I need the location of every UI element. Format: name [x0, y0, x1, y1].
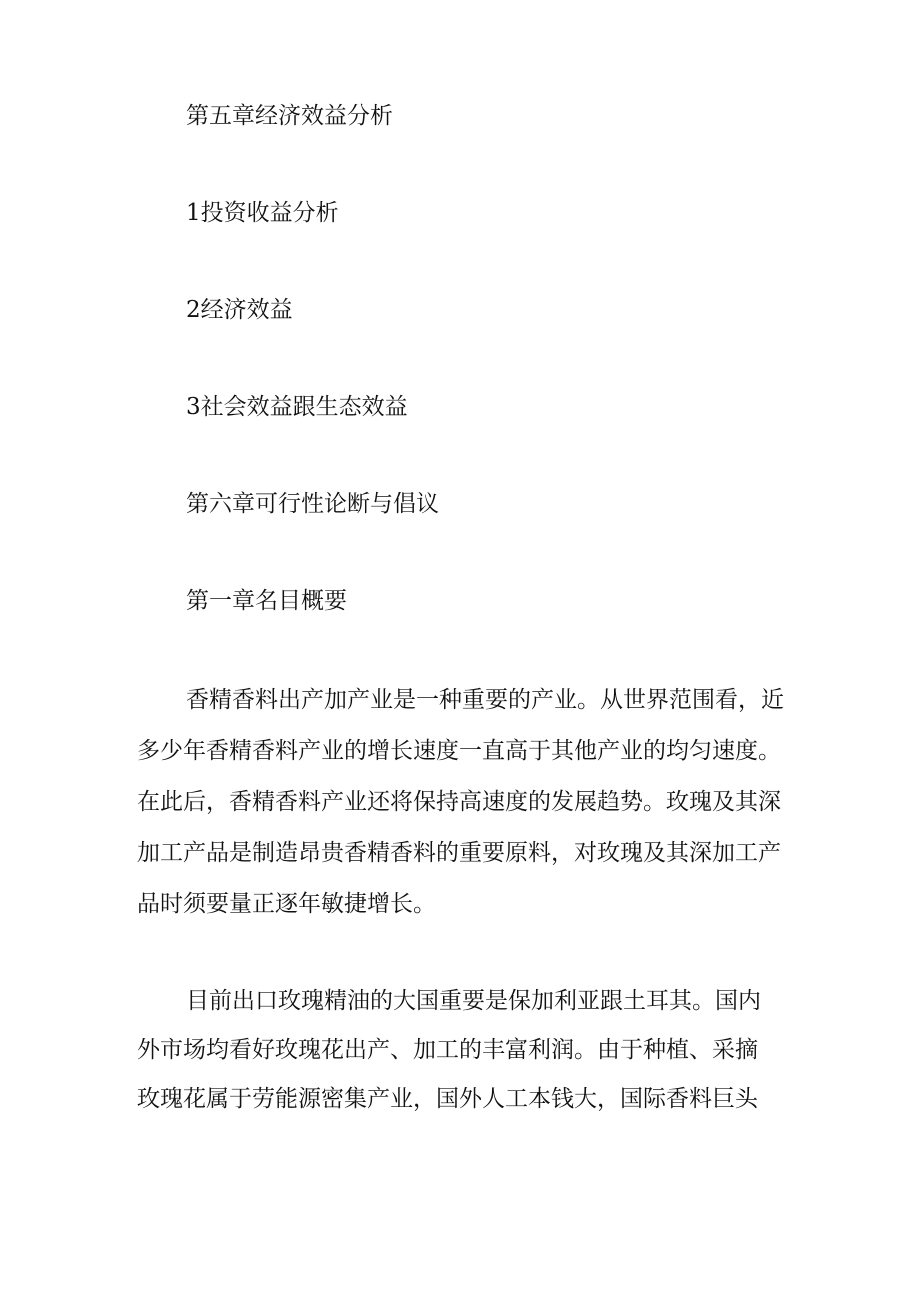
paragraph-line: 目前出口玫瑰精油的大国重要是保加利亚跟土耳其。国内 [186, 988, 761, 1014]
toc-item-chapter-6: 第六章可行性论断与倡议 [186, 491, 439, 517]
paragraph-line: 香精香料出产加产业是一种重要的产业。从世界范围看，近 [186, 687, 784, 713]
paragraph-line: 品时须要量正逐年敏捷增长。 [137, 891, 436, 917]
toc-item-chapter-5: 第五章经济效益分析 [186, 103, 393, 129]
paragraph-line: 外市场均看好玫瑰花出产、加工的丰富利润。由于种植、采摘 [137, 1037, 758, 1063]
chapter-title: 第一章名目概要 [186, 588, 347, 614]
paragraph-line: 在此后，香精香料产业还将保持高速度的发展趋势。玫瑰及其深 [137, 789, 781, 815]
paragraph-line: 玫瑰花属于劳能源密集产业，国外人工本钱大，国际香料巨头 [137, 1086, 758, 1112]
paragraph-line: 多少年香精香料产业的增长速度一直高于其他产业的均匀速度。 [137, 738, 781, 764]
toc-item-section-3: 3社会效益跟生态效益 [186, 394, 408, 420]
paragraph-line: 加工产品是制造昂贵香精香料的重要原料，对玫瑰及其深加工产 [137, 840, 781, 866]
toc-item-section-2: 2经济效益 [186, 297, 293, 323]
toc-item-section-1: 1投资收益分析 [186, 200, 339, 226]
